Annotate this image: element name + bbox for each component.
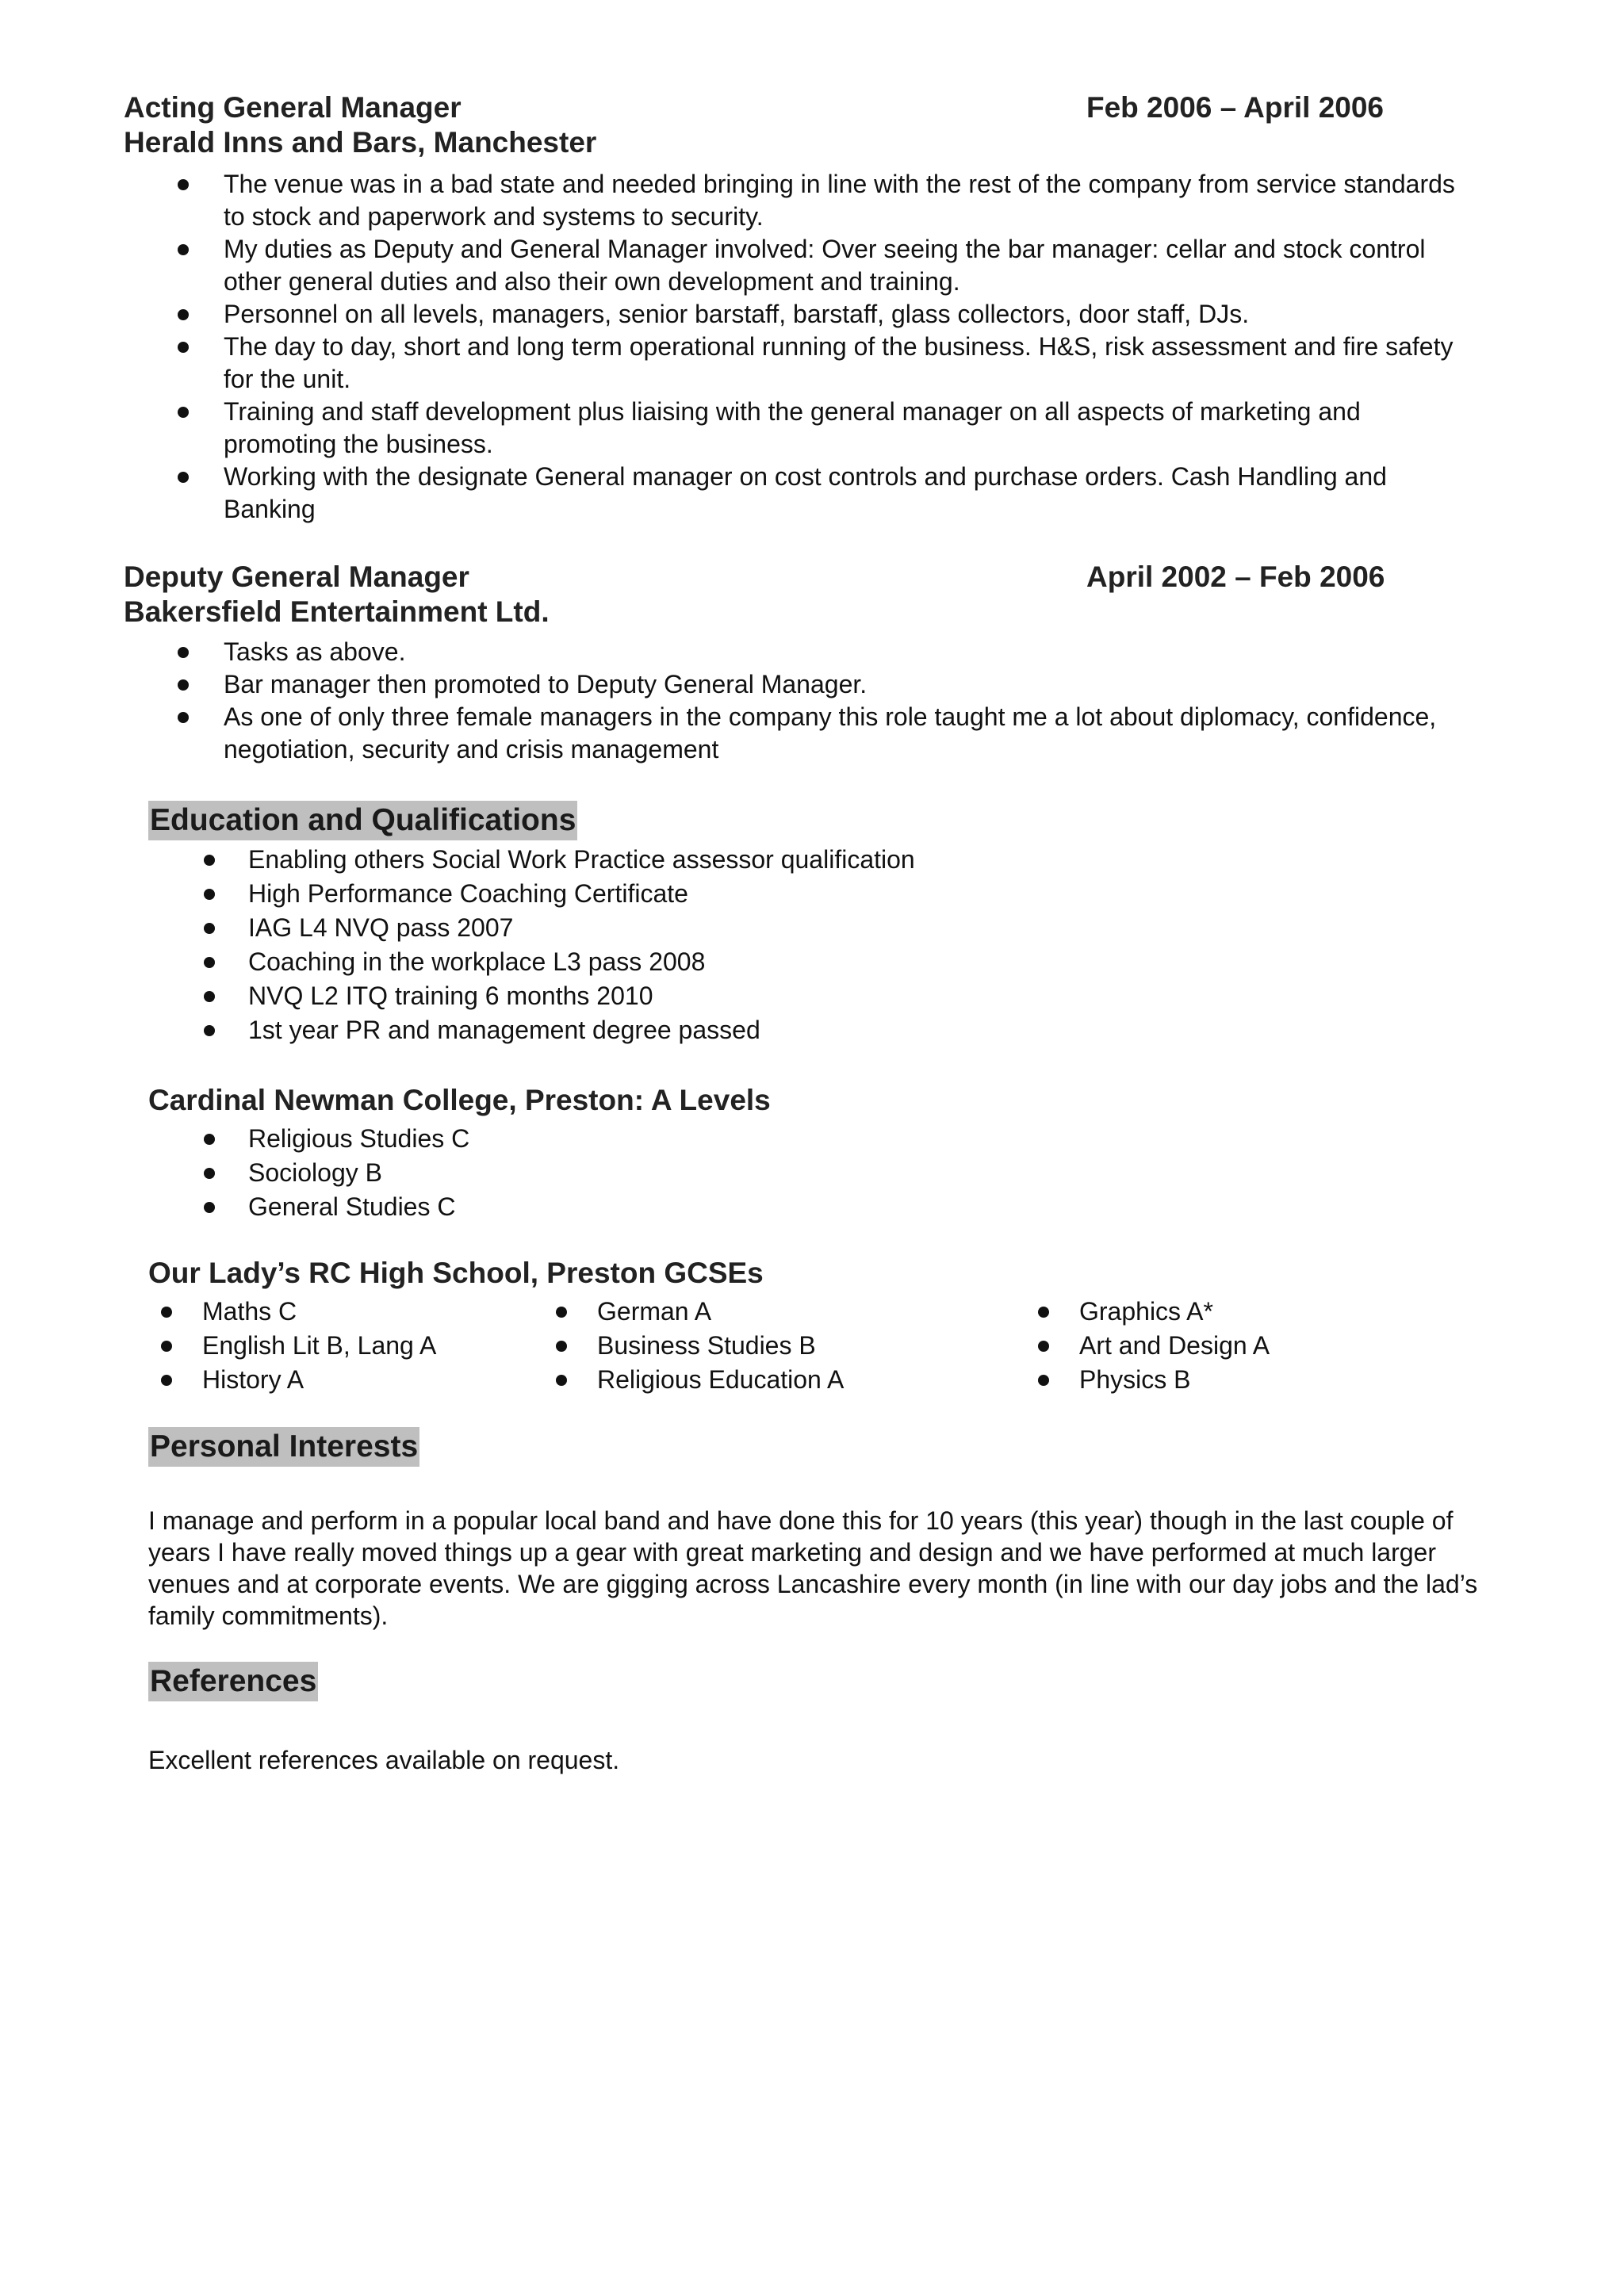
job-dates: Feb 2006 – April 2006 — [1086, 91, 1385, 124]
list-item: Bar manager then promoted to Deputy General Manager. — [224, 668, 1469, 701]
job-company: Bakersfield Entertainment Ltd. — [124, 595, 550, 628]
bullet-icon — [204, 923, 215, 934]
bullet-icon — [204, 1202, 215, 1213]
list-item: General Studies C — [248, 1191, 1200, 1223]
list-item: Enabling others Social Work Practice assessor qualification — [248, 844, 1200, 876]
list-item: Physics B — [1079, 1364, 1460, 1396]
bullet-icon — [556, 1375, 567, 1386]
list-item: Religious Education A — [597, 1364, 978, 1396]
job-duties-list — [224, 636, 1469, 766]
list-item: Graphics A* — [1079, 1295, 1460, 1328]
job-title: Deputy General Manager — [124, 561, 469, 593]
list-item: Art and Design A — [1079, 1330, 1460, 1362]
references-text: Excellent references available on request. — [148, 1746, 620, 1774]
bullet-icon — [556, 1307, 567, 1318]
list-item: The day to day, short and long term operational running of the business. H&S, risk assessment and fire safety for the unit. — [224, 331, 1469, 396]
school-heading: Our Lady’s RC High School, Preston GCSEs — [148, 1257, 764, 1289]
bullet-icon — [204, 1134, 215, 1145]
list-item: 1st year PR and management degree passed — [248, 1014, 1200, 1047]
job-company: Herald Inns and Bars, Manchester — [124, 126, 597, 159]
gcse-column-3 — [1079, 1295, 1460, 1398]
bullet-icon — [161, 1375, 172, 1386]
bullet-icon — [556, 1341, 567, 1352]
list-item: IAG L4 NVQ pass 2007 — [248, 912, 1200, 944]
section-heading-references: References — [148, 1662, 318, 1701]
bullet-icon — [178, 712, 189, 723]
bullet-icon — [1038, 1341, 1049, 1352]
list-item: German A — [597, 1295, 978, 1328]
list-item: Tasks as above. — [224, 636, 1469, 668]
bullet-icon — [204, 957, 215, 968]
bullet-icon — [204, 855, 215, 866]
gcse-column-1 — [202, 1295, 583, 1398]
bullet-icon — [161, 1341, 172, 1352]
a-levels-list — [248, 1123, 1200, 1225]
list-item: High Performance Coaching Certificate — [248, 878, 1200, 910]
section-heading-education: Education and Qualifications — [148, 801, 577, 840]
list-item: Coaching in the workplace L3 pass 2008 — [248, 946, 1200, 978]
list-item: Working with the designate General manager on cost controls and purchase orders. Cash Handling and Banking — [224, 461, 1469, 526]
list-item: Sociology B — [248, 1157, 1200, 1189]
bullet-icon — [161, 1307, 172, 1318]
bullet-icon — [178, 679, 189, 691]
bullet-icon — [204, 1025, 215, 1036]
bullet-icon — [178, 407, 189, 418]
list-item: History A — [202, 1364, 583, 1396]
bullet-icon — [1038, 1307, 1049, 1318]
list-item: Personnel on all levels, managers, senior barstaff, barstaff, glass collectors, door staff, DJs. — [224, 298, 1469, 331]
bullet-icon — [204, 1168, 215, 1179]
bullet-icon — [204, 889, 215, 900]
list-item: As one of only three female managers in the company this role taught me a lot about diplomacy, confidence, negotiation, security and crisis management — [224, 701, 1469, 766]
list-item: NVQ L2 ITQ training 6 months 2010 — [248, 980, 1200, 1012]
list-item: My duties as Deputy and General Manager involved: Over seeing the bar manager: cellar and stock control other general duties and also their own development and training. — [224, 233, 1469, 298]
bullet-icon — [204, 991, 215, 1002]
list-item: Business Studies B — [597, 1330, 978, 1362]
bullet-icon — [178, 342, 189, 353]
job-duties-list — [224, 168, 1469, 526]
bullet-icon — [1038, 1375, 1049, 1386]
bullet-icon — [178, 647, 189, 658]
interests-paragraph: I manage and perform in a popular local band and have done this for 10 years (this year) though in the last couple of years I have really moved things up a gear with great marketing and design and we have performed at much larger venues and at corporate events. We are gigging across Lancashire every month (in line with our day jobs and the lad’s family commitments). — [148, 1506, 1478, 1630]
list-item: English Lit B, Lang A — [202, 1330, 583, 1362]
qualifications-list — [248, 844, 1200, 1048]
job-title: Acting General Manager — [124, 91, 462, 124]
section-heading-interests: Personal Interests — [148, 1427, 419, 1467]
list-item: Maths C — [202, 1295, 583, 1328]
job-dates: April 2002 – Feb 2006 — [1086, 561, 1385, 593]
list-item: Religious Studies C — [248, 1123, 1200, 1155]
list-item: The venue was in a bad state and needed bringing in line with the rest of the company from service standards to stock and paperwork and systems to security. — [224, 168, 1469, 233]
bullet-icon — [178, 309, 189, 320]
bullet-icon — [178, 472, 189, 483]
list-item: Training and staff development plus liaising with the general manager on all aspects of marketing and promoting the business. — [224, 396, 1469, 461]
gcse-column-2 — [597, 1295, 978, 1398]
college-heading: Cardinal Newman College, Preston: A Levels — [148, 1084, 771, 1116]
bullet-icon — [178, 244, 189, 255]
bullet-icon — [178, 179, 189, 190]
